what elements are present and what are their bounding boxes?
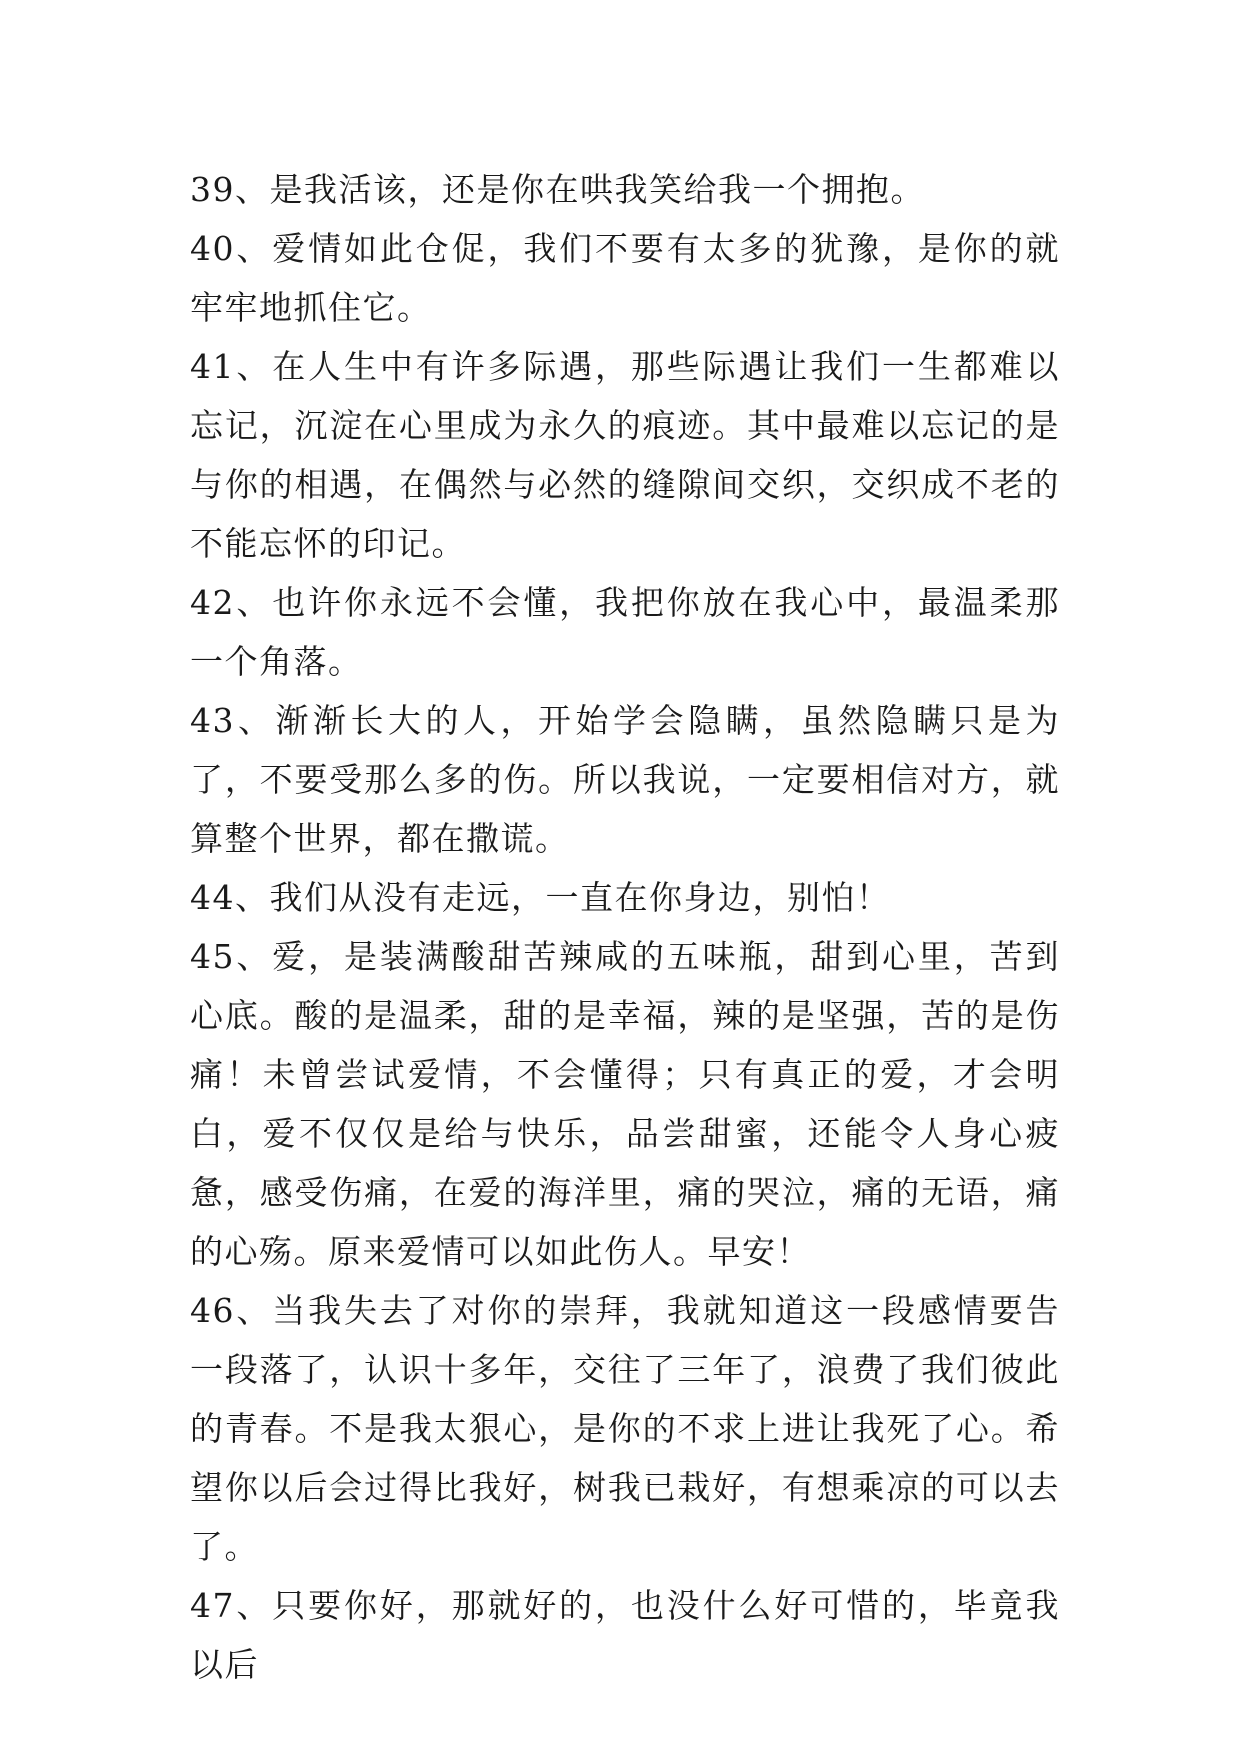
paragraph-39: 39、是我活该，还是你在哄我笑给我一个拥抱。 — [190, 170, 925, 209]
paragraph-42: 42、也许你永远不会懂，我把你放在我心中，最温柔那一个角落。 — [190, 583, 1060, 681]
paragraph-40: 40、爱情如此仓促，我们不要有太多的犹豫，是你的就牢牢地抓住它。 — [190, 229, 1060, 327]
document-body — [190, 160, 1060, 1694]
paragraph-43: 43、渐渐长大的人，开始学会隐瞒，虽然隐瞒只是为了，不要受那么多的伤。所以我说，一定要相信对方，就算整个世界，都在撒谎。 — [190, 701, 1060, 858]
paragraph-46: 46、当我失去了对你的崇拜，我就知道这一段感情要告一段落了，认识十多年，交往了三年了，浪费了我们彼此的青春。不是我太狠心，是你的不求上进让我死了心。希望你以后会过得比我好，树我已栽好，有想乘凉的可以去了。 — [190, 1291, 1060, 1566]
paragraph-45: 45、爱，是装满酸甜苦辣咸的五味瓶，甜到心里，苦到心底。酸的是温柔，甜的是幸福，辣的是坚强，苦的是伤痛！未曾尝试爱情，不会懂得；只有真正的爱，才会明白，爱不仅仅是给与快乐，品尝甜蜜，还能令人身心疲惫，感受伤痛，在爱的海洋里，痛的哭泣，痛的无语，痛的心殇。原来爱情可以如此伤人。早安！ — [190, 937, 1060, 1271]
paragraph-44: 44、我们从没有走远，一直在你身边，别怕！ — [190, 878, 891, 917]
paragraph-47: 47、只要你好，那就好的，也没什么好可惜的，毕竟我以后 — [190, 1586, 1060, 1684]
paragraph-41: 41、在人生中有许多际遇，那些际遇让我们一生都难以忘记，沉淀在心里成为永久的痕迹。其中最难以忘记的是与你的相遇，在偶然与必然的缝隙间交织，交织成不老的不能忘怀的印记。 — [190, 347, 1060, 563]
